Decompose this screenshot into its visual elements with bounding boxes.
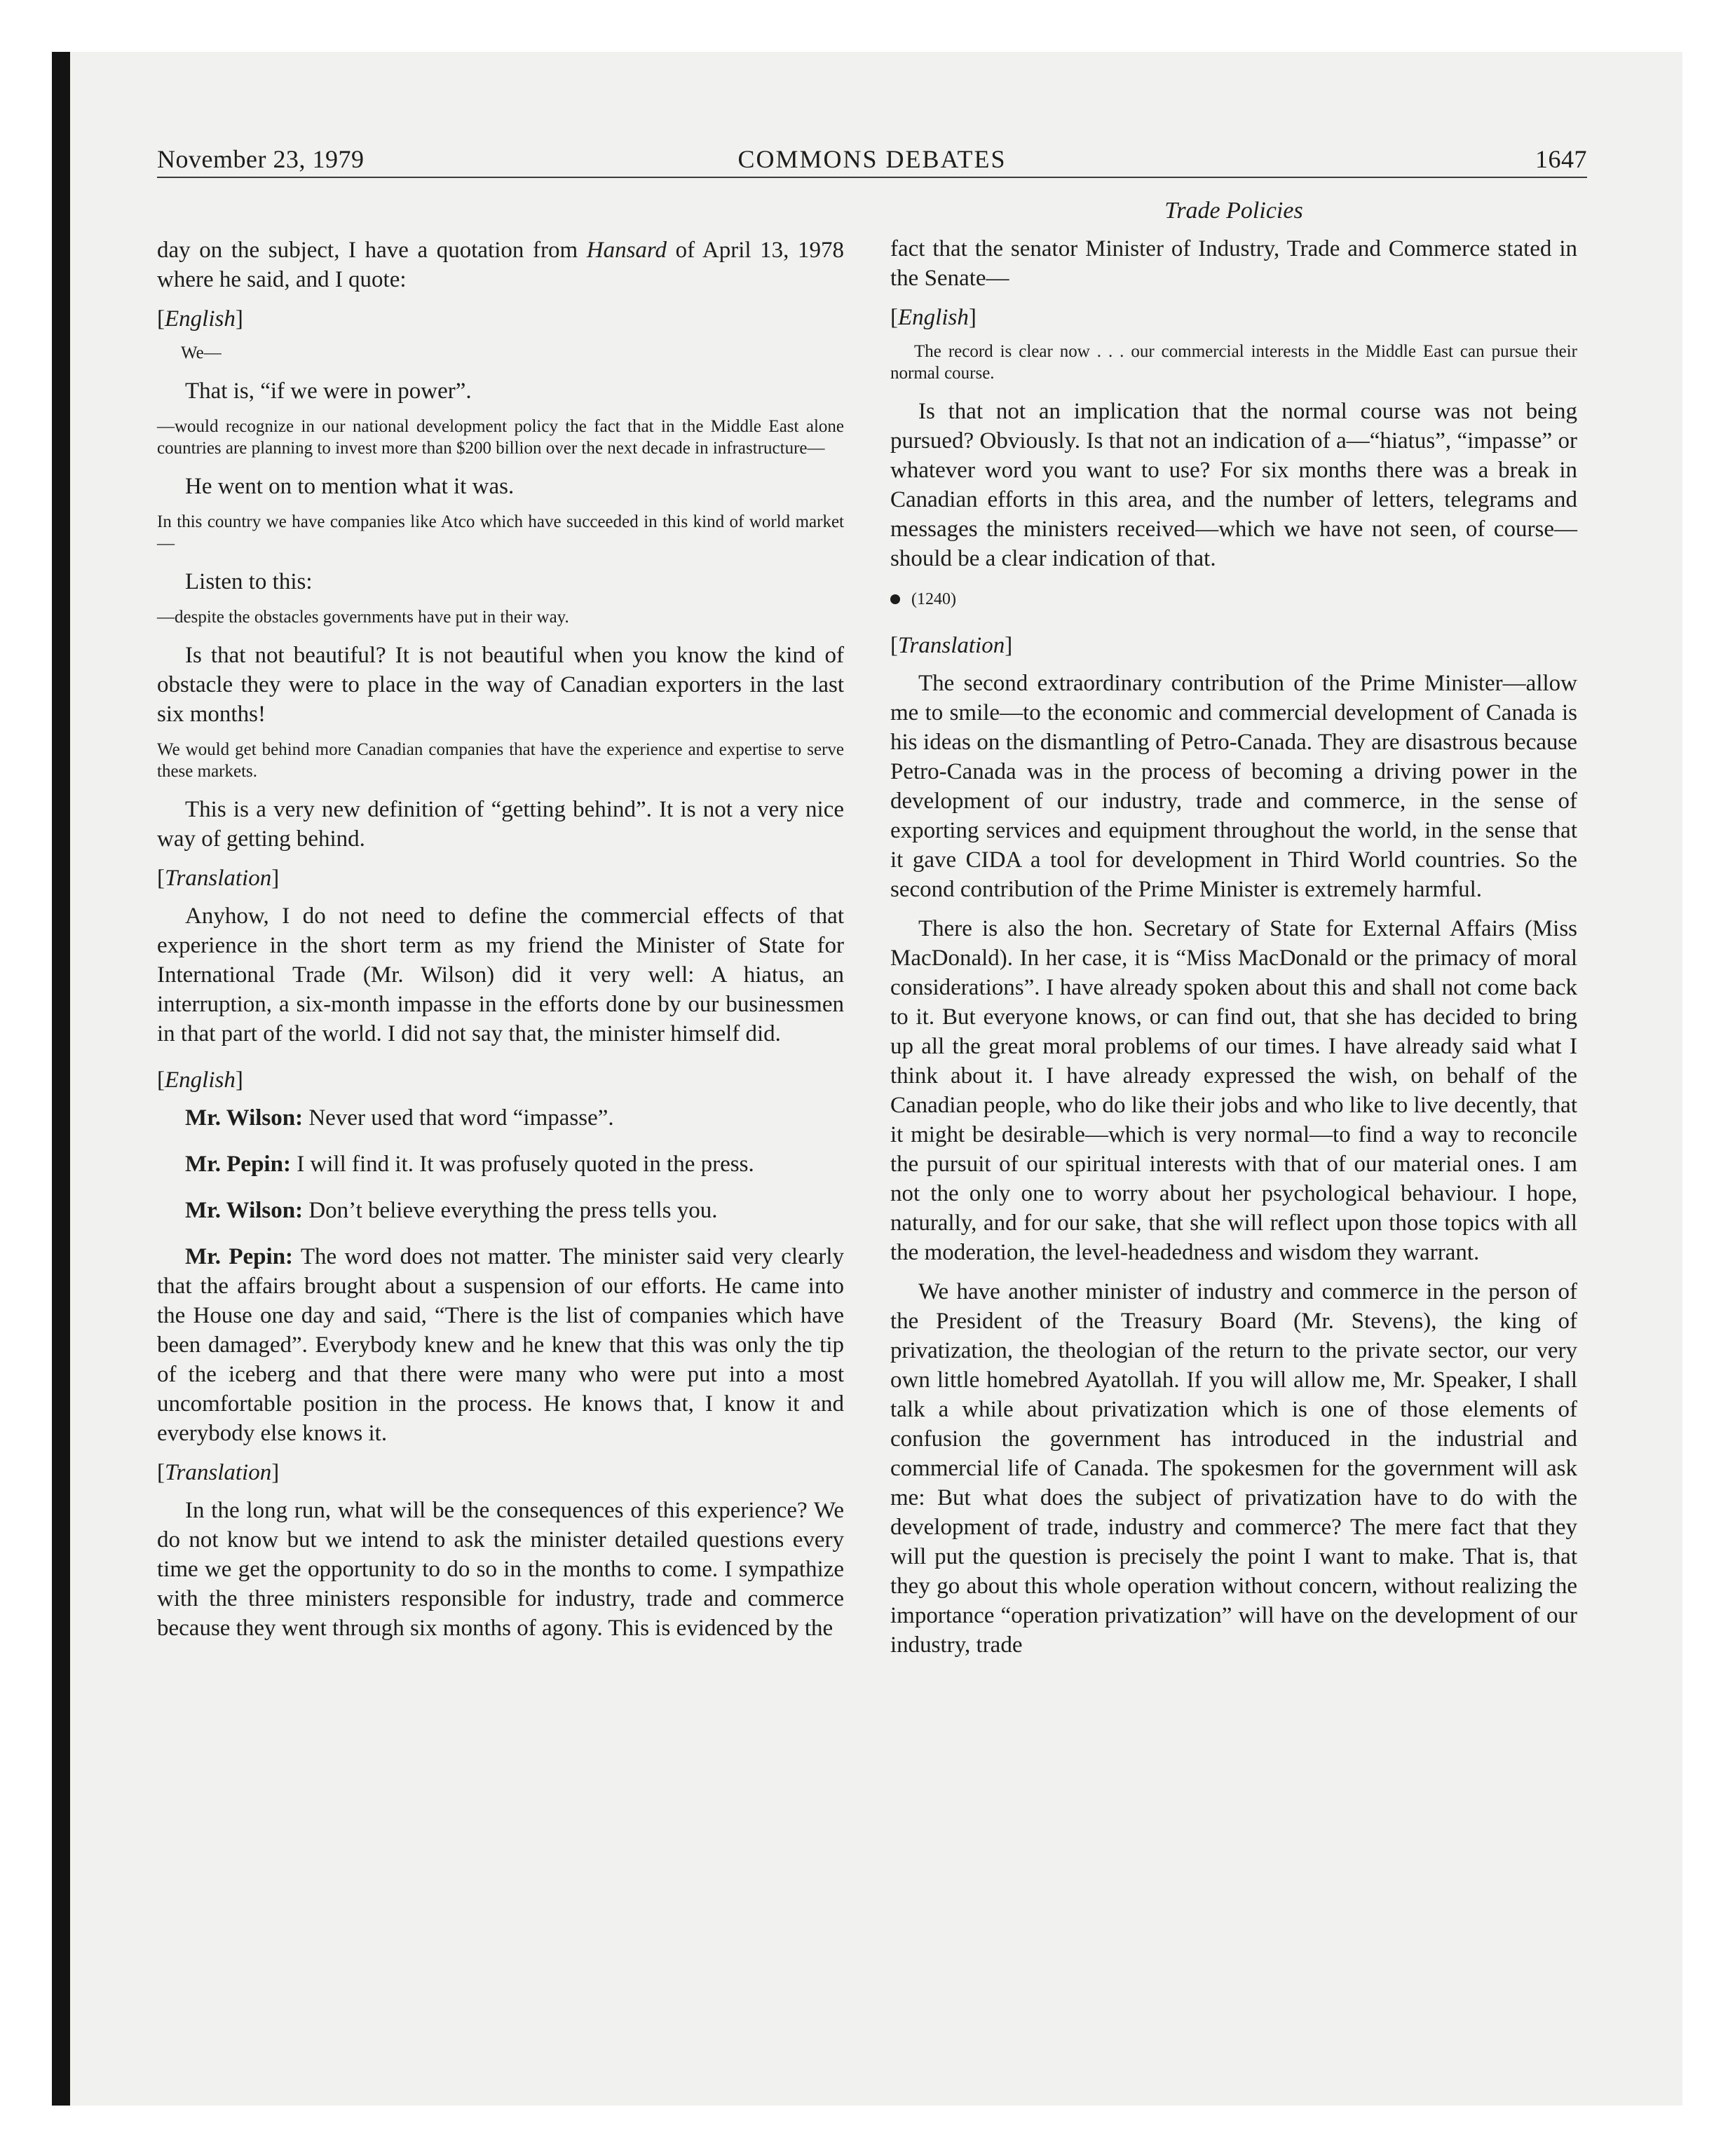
- speech: Mr. Wilson: Don’t believe everything the press tells you.: [185, 1198, 718, 1223]
- speaker-name: Mr. Pepin:: [185, 1244, 294, 1269]
- speaker-name: Mr. Pepin:: [185, 1152, 291, 1177]
- block-quote: We would get behind more Canadian companies that have the experience and expertise to serve these markets.: [157, 740, 844, 781]
- speaker-name: Mr. Wilson:: [185, 1198, 304, 1223]
- paragraph: We have another minister of industry and commerce in the person of the President of the Treasury Board (Mr. Stevens), the king of privatization, the theologian of the return to the private sector, our very own little homebred Ayatollah. If you will allow me, Mr. Speaker, I shall talk a while about privatization which is one of those elements of confusion the government has introduced in the industrial and commercial life of Canada. The spokesmen for the government will ask me: But what does the subject of privatization have to do with the development of trade, industry and commerce? The mere fact that they will put the question is precisely the point I want to make. That is, that they go about this whole operation without concern, without realizing the importance “operation privatization” will have on the development of our industry, trade: [890, 1279, 1577, 1658]
- paragraph: In the long run, what will be the consequences of this experience? We do not know but we intend to ask the minister detailed questions every time we get the opportunity to do so in the months to come. I sympathize with the three ministers responsible for industry, trade and commerce because they went through six months of agony. This is evidenced by the: [157, 1498, 844, 1641]
- paragraph: This is a very new definition of “getting behind”. It is not a very nice way of getting behind.: [157, 797, 844, 852]
- paragraph: day on the subject, I have a quotation from Hansard of April 13, 1978 where he said, and I quote:: [157, 238, 844, 292]
- block-quote: We—: [181, 343, 222, 362]
- paragraph: Is that not beautiful? It is not beautiful when you know the kind of obstacle they were to place in the way of Canadian exporters in the last six months!: [157, 643, 844, 727]
- right-column: [890, 196, 1577, 1670]
- speech: Mr. Pepin: I will find it. It was profusely quoted in the press.: [185, 1152, 754, 1177]
- paragraph: There is also the hon. Secretary of State for External Affairs (Miss MacDonald). In her case, it is “Miss MacDonald or the primacy of moral considerations”. I have already spoken about this and shall not come back to it. But everyone knows, or can find out, that she has decided to bring up all the great moral problems of our times. I have already said what I think about it. I have already expressed the wish, on behalf of the Canadian people, who do like their jobs and who like to live decently, that it might be desirable—which is very normal—to find a way to reconcile the pursuit of our spiritual interests with that of our material ones. I am not the only one to worry about her psychological behaviour. I hope, naturally, and for our sake, that she will reflect upon those topics with all the moderation, the level-headedness and wisdom they warrant.: [890, 916, 1577, 1265]
- language-marker: [English]: [157, 306, 243, 332]
- binding-edge: [52, 52, 70, 2106]
- block-quote: —despite the obstacles governments have put in their way.: [157, 608, 569, 627]
- speaker-name: Mr. Wilson:: [185, 1105, 304, 1131]
- block-quote: —would recognize in our national development policy the fact that in the Middle East alone countries are planning to invest more than $200 billion over the next decade in infrastructure—: [157, 417, 844, 458]
- header-page-number: 1647: [1535, 145, 1587, 173]
- speech: Mr. Wilson: Never used that word “impasse”.: [185, 1105, 614, 1131]
- block-quote: In this country we have companies like Atco which have succeeded in this kind of world market—: [157, 512, 844, 553]
- paragraph: fact that the senator Minister of Industry, Trade and Commerce stated in the Senate—: [890, 236, 1577, 291]
- paragraph: Listen to this:: [185, 569, 313, 594]
- speech: Mr. Pepin: The word does not matter. The minister said very clearly that the affairs brought about a suspension of our efforts. He came into the House one day and said, “There is the list of companies which have been damaged”. Everybody knew and he knew that this was only the tip of the iceberg and that there were many who were put into a most uncomfortable position in the process. He knows that, I know it and everybody else knows it.: [157, 1244, 844, 1446]
- language-marker: [Translation]: [890, 633, 1013, 658]
- section-title: Trade Policies: [1164, 198, 1303, 224]
- language-marker: [Translation]: [157, 1460, 280, 1485]
- language-marker: [English]: [157, 1067, 243, 1093]
- paragraph: Anyhow, I do not need to define the commercial effects of that experience in the short term as my friend the Minister of State for International Trade (Mr. Wilson) did it very well: A hiatus, an interruption, a six-month impasse in the efforts done by our businessmen in that part of the world. I did not say that, the minister himself did.: [157, 903, 844, 1046]
- time-marker: (1240): [890, 585, 1577, 614]
- header-rule: [157, 177, 1587, 178]
- paragraph: That is, “if we were in power”.: [185, 378, 472, 404]
- page-header: [157, 144, 1587, 179]
- left-column: [157, 236, 844, 1653]
- paragraph: He went on to mention what it was.: [185, 474, 515, 499]
- block-quote: The record is clear now . . . our commercial interests in the Middle East can pursue their normal course.: [890, 342, 1577, 383]
- paragraph: The second extraordinary contribution of the Prime Minister—allow me to smile—to the economic and commercial development of Canada is his ideas on the dismantling of Petro-Canada. They are disastrous because Petro-Canada was in the process of becoming a driving power in the development of our industry, trade and commerce, in the sense of exporting services and equipment throughout the world, in the sense that it gave CIDA a tool for development in Third World countries. So the second contribution of the Prime Minister is extremely harmful.: [890, 671, 1577, 902]
- paragraph: Is that not an implication that the normal course was not being pursued? Obviously. Is that not an indication of a—“hiatus”, “impasse” or whatever word you want to use? For six months there was a break in Canadian efforts in this area, and the number of letters, telegrams and messages the ministers received—which we have not seen, of course—should be a clear indication of that.: [890, 399, 1577, 571]
- bullet-icon: [890, 594, 900, 604]
- language-marker: [English]: [890, 305, 977, 330]
- language-marker: [Translation]: [157, 866, 280, 891]
- header-date: November 23, 1979: [157, 145, 365, 173]
- header-publication: COMMONS DEBATES: [737, 145, 1007, 173]
